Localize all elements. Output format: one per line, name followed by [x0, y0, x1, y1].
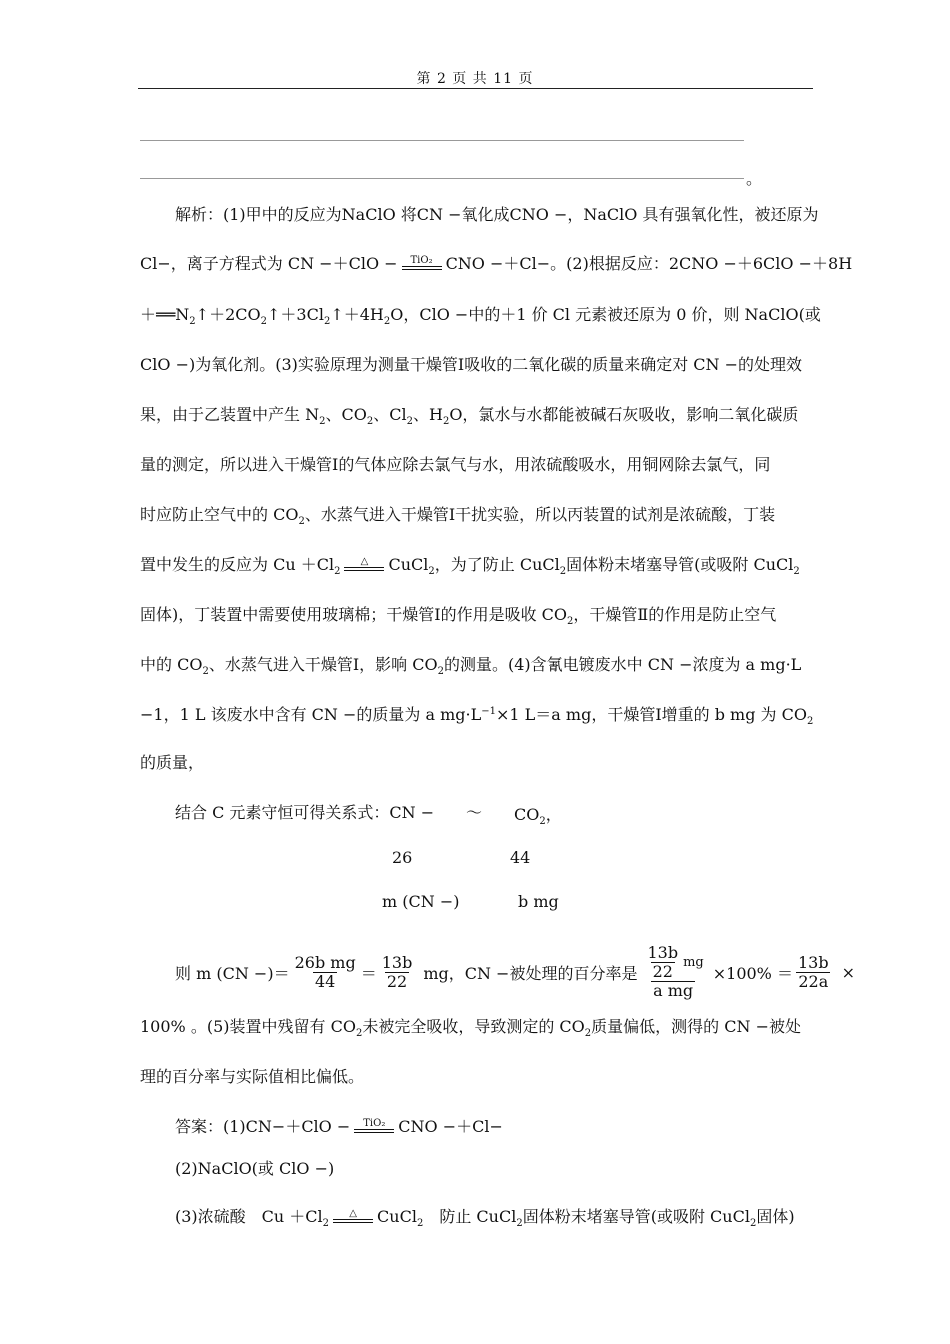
analysis-line-12: 的质量，: [140, 753, 205, 772]
relation-unknown-cn: m (CN −): [382, 892, 460, 911]
analysis-line-3: $+══N_2↑+2CO_2↑+3Cl_2↑+4H_2O$，ClO −中的＋1 价 Cl 元素被还原为 0 价，则 NaClO(或: [140, 305, 821, 327]
analysis-line-8: 置中发生的反应为 $Cu +Cl_2$ △ CuCl$_2$，为了防止 CuCl$_2$固体粉末堵塞导管(或吸附 CuCl$_2$: [140, 555, 800, 577]
answer-1: 答案：(1)CN−＋ClO − TiO₂ CNO −＋Cl−: [175, 1116, 503, 1139]
analysis-line-1: 解析：(1)甲中的反应为NaClO 将CN −氧化成CNO −，NaClO 具有强氧化性，被还原为: [175, 205, 819, 224]
analysis-line-6: 量的测定，所以进入干燥管Ⅰ的气体应除去氯气与水，用浓硫酸吸水，用铜网除去氯气，同: [140, 455, 771, 474]
page-header: 第 2 页 共 11 页: [416, 71, 534, 87]
tio2-condition: TiO₂: [354, 1117, 394, 1139]
analysis-line-5: 果，由于乙装置中产生 $N_2$、$CO_2$、$Cl_2$、$H_2O$，氯水与水都能被碱石灰吸收，影响二氧化碳质: [140, 405, 799, 427]
relation-mass-cn: 26: [392, 848, 413, 867]
relation-line: 结合 C 元素守恒可得关系式：CN −: [175, 803, 435, 822]
analysis-line-9: 固体)，丁装置中需要使用玻璃棉；干燥管Ⅰ的作用是吸收 $CO_2$，干燥管Ⅱ的作用是防止空气: [140, 605, 777, 627]
fraction-13b-22: $\frac{13b}{22}$: [381, 952, 413, 991]
analysis-line-7: 时应防止空气中的 $CO_2$、水蒸气进入干燥管Ⅰ干扰实验，所以丙装置的试剂是浓硫酸，丁装: [140, 505, 776, 527]
fraction-percentage: $\frac{13b}{22}$ mg a mg: [647, 943, 704, 1000]
heat-condition: △: [344, 555, 384, 577]
result-line-3: 理的百分率与实际值相比偏低。: [140, 1067, 365, 1086]
fraction-13b-22a: $\frac{13b}{22a}$: [797, 952, 829, 991]
analysis-line-2: Cl−，离子方程式为 CN −＋ClO − TiO₂ CNO −＋Cl−。(2)根据反应：2CNO −＋6ClO −＋8H: [140, 253, 852, 276]
relation-co2: $CO_2$，: [514, 805, 562, 827]
relation-mass-co2: 44: [510, 848, 531, 867]
answer-3: (3)浓硫酸 $Cu +Cl_2$ △ CuCl$_2$ 防止 CuCl$_2$固体粉末堵塞导管(或吸附 CuCl$_2$固体): [175, 1207, 795, 1229]
analysis-line-10: 中的 $CO_2$、水蒸气进入干燥管Ⅰ，影响 $CO_2$的测量。(4)含氰电镀废水中 CN −浓度为 a mg·L: [140, 655, 802, 677]
blank-end-mark: 。: [746, 169, 763, 188]
answer-blank-line: [140, 178, 744, 179]
tio2-condition: TiO₂: [402, 254, 442, 276]
fraction-26b-44: $\frac{\text{26b mg}}{44}$: [294, 952, 356, 991]
relation-unknown-co2: b mg: [518, 892, 559, 911]
relation-tilde: ～: [466, 803, 483, 822]
answer-blank-line: [140, 140, 744, 141]
heat-condition: △: [333, 1207, 373, 1229]
analysis-line-11: −1，1 L 该废水中含有 CN −的质量为 a $mg\cdot L^{-1}\times 1$ L＝a mg，干燥管Ⅰ增重的 b mg 为 $CO_2$: [140, 705, 814, 727]
header-rule: [138, 88, 813, 89]
result-line-2: 100% 。(5)装置中残留有 $CO_2$未被完全吸收，导致测定的 $CO_2$质量偏低，测得的 CN −被处: [140, 1017, 801, 1039]
analysis-line-4: ClO −)为氧化剂。(3)实验原理为测量干燥管Ⅰ吸收的二氧化碳的质量来确定对 CN −的处理效: [140, 355, 803, 374]
result-line: 则 m (CN −)＝ $\frac{\text{26b mg}}{44}$ ＝ $\frac{13b}{22}$ mg，CN −被处理的百分率是 $\frac{13b}{22}$ mg a mg ×100% ＝ $\frac{13b}{22a}$ ×: [175, 943, 855, 1000]
answer-2: (2)NaClO(或 ClO −): [175, 1159, 335, 1178]
